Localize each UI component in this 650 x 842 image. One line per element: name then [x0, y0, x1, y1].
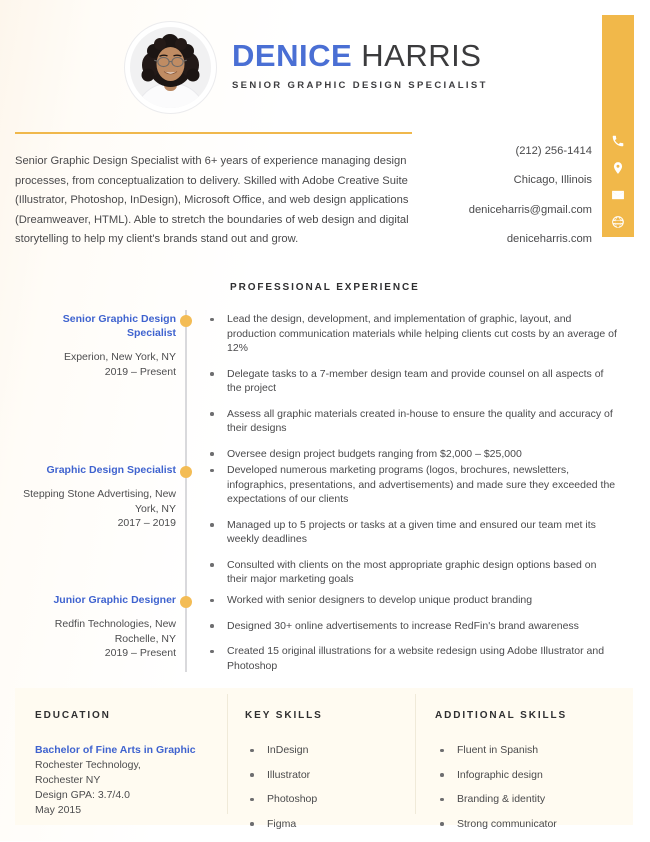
job-bullet: Consulted with clients on the most appropriate graphic design options based on their major marketing goals	[205, 558, 617, 587]
header-divider	[15, 132, 412, 134]
name-block	[232, 40, 488, 91]
professional-subtitle: SENIOR GRAPHIC DESIGN SPECIALIST	[232, 80, 488, 91]
job-dates: 2017 – 2019	[117, 517, 176, 529]
job-bullet: Assess all graphic materials created in-house to ensure the quality and accuracy of their designs	[205, 407, 617, 436]
job-title: Senior Graphic Design Specialist	[62, 313, 176, 339]
job-organization: Experion, New York, NY	[63, 351, 176, 363]
list-item: Photoshop	[245, 793, 420, 806]
email-icon	[611, 188, 625, 202]
job-title: Graphic Design Specialist	[46, 464, 176, 476]
job-bullets	[205, 593, 617, 684]
education-school: Rochester Technology,	[35, 759, 141, 771]
professional-summary: Senior Graphic Design Specialist with 6+ years of experience managing design processes, from conceptualization to delivery. Skilled with Adobe Creative Suite (Illustrator, Photoshop, InDesign), Microsoft Office, and web design applications (Dreamweaver, HTML). Able to stretch the boundaries of web design and digital storytelling to help my client's brands stand out and grow.	[15, 155, 409, 245]
job-bullet: Delegate tasks to a 7-member design team and provide counsel on all aspects of the project	[205, 367, 617, 396]
contact-email[interactable]: deniceharris@gmail.com	[468, 203, 592, 216]
job-organization: Redfin Technologies, New Rochelle, NY	[54, 618, 176, 645]
contact-website[interactable]: deniceharris.com	[506, 233, 592, 246]
resume-header	[0, 0, 650, 133]
education-location: Rochester NY	[35, 774, 101, 786]
list-item: Figma	[245, 818, 420, 831]
list-item: InDesign	[245, 744, 420, 757]
job-bullet: Designed 30+ online advertisements to increase RedFin's brand awareness	[205, 619, 617, 634]
job-title: Junior Graphic Designer	[53, 594, 176, 606]
contact-phone[interactable]: (212) 256-1414	[515, 144, 592, 157]
job-bullet: Developed numerous marketing programs (logos, brochures, newsletters, infographics, presentations, and advertisements) and made sure they exceeded the expectations of our clients	[205, 463, 617, 507]
timeline-dot	[180, 466, 192, 478]
last-name: HARRIS	[361, 38, 482, 73]
avatar-portrait-icon	[130, 27, 211, 108]
contact-details	[380, 136, 592, 254]
contact-location: Chicago, Illinois	[513, 174, 592, 187]
timeline-dot	[180, 315, 192, 327]
list-item: Branding & identity	[435, 793, 625, 806]
job-bullet: Oversee design project budgets ranging from $2,000 – $25,000	[205, 447, 617, 462]
education-gpa: Design GPA: 3.7/4.0	[35, 789, 130, 801]
education-degree: Bachelor of Fine Arts in Graphic	[35, 744, 196, 756]
first-name: DENICE	[232, 38, 353, 73]
job-organization: Stepping Stone Advertising, New York, NY	[23, 488, 176, 515]
education-column	[35, 710, 240, 818]
phone-icon	[611, 134, 625, 148]
job-bullets	[205, 312, 617, 472]
education-entry	[35, 743, 240, 818]
list-item: Fluent in Spanish	[435, 744, 625, 757]
job-bullets	[205, 463, 617, 598]
job-meta	[14, 312, 176, 379]
job-meta	[14, 593, 176, 661]
additional-skills-list	[435, 744, 625, 831]
key-skills-column	[245, 710, 420, 842]
additional-skills-section-title: ADDITIONAL SKILLS	[435, 710, 568, 721]
page-title	[232, 40, 488, 71]
timeline-dot	[180, 596, 192, 608]
job-bullet: Managed up to 5 projects or tasks at a given time and ensured our team met its weekly deadlines	[205, 518, 617, 547]
education-date: May 2015	[35, 804, 82, 816]
experience-section-title: PROFESSIONAL EXPERIENCE	[230, 282, 420, 293]
job-bullet: Lead the design, development, and implementation of graphic, layout, and production communication materials while helping clients cut costs by an average of 12%	[205, 312, 617, 356]
job-dates: 2019 – Present	[104, 365, 176, 378]
website-icon	[611, 215, 625, 229]
list-item: Strong communicator	[435, 818, 625, 831]
job-dates: 2019 – Present	[104, 647, 176, 659]
key-skills-list	[245, 744, 420, 831]
avatar	[130, 27, 211, 108]
job-bullet: Worked with senior designers to develop unique product branding	[205, 593, 617, 608]
list-item: Infographic design	[435, 769, 625, 782]
key-skills-section-title: KEY SKILLS	[245, 710, 323, 721]
additional-skills-column	[435, 710, 625, 842]
experience-timeline	[185, 310, 187, 672]
job-meta	[14, 463, 176, 531]
education-section-title: EDUCATION	[35, 710, 111, 721]
location-icon	[611, 161, 625, 175]
list-item: Illustrator	[245, 769, 420, 782]
skills-education-panel	[15, 688, 633, 830]
job-bullet: Created 15 original illustrations for a website redesign using Adobe Illustrator and Photoshop	[205, 644, 617, 673]
contact-icon-bar	[602, 15, 634, 237]
